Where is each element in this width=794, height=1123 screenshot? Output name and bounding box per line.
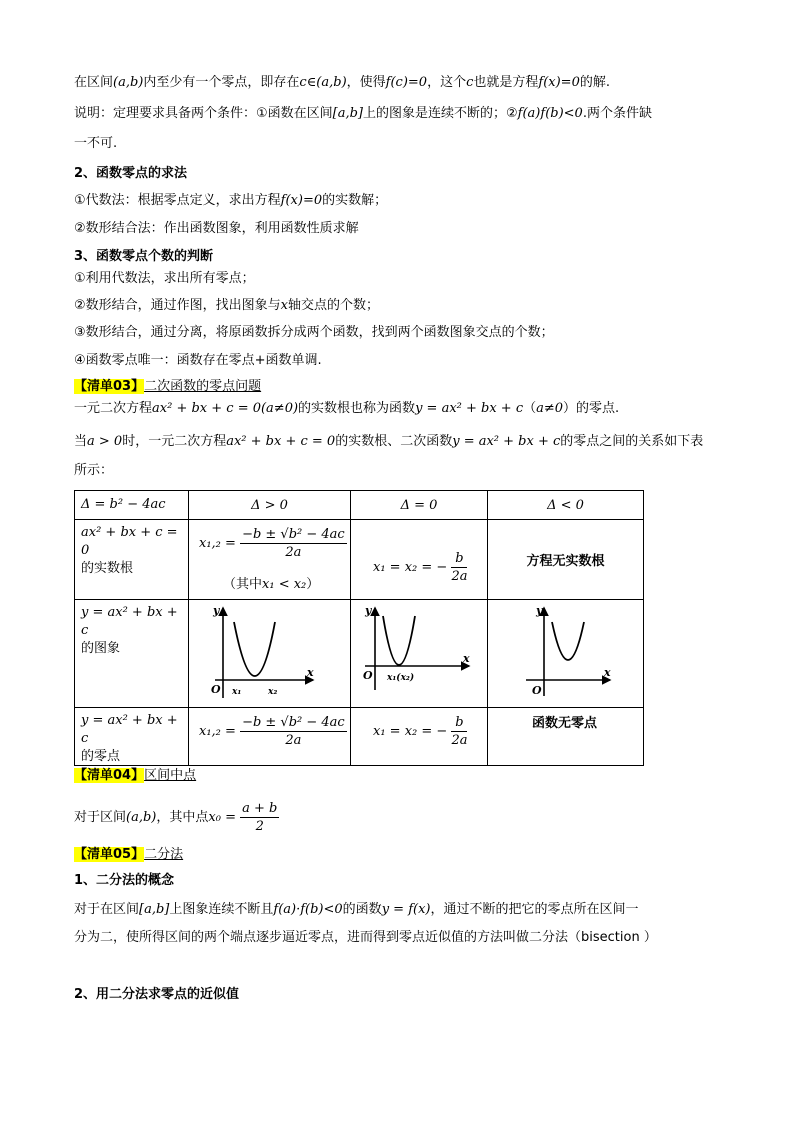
text: ②数形结合，通过作图，找出图象与 [74, 298, 281, 313]
math-quadratic-equation: ax² + bx + c = 0 [226, 434, 336, 449]
y-axis-label: y [536, 604, 543, 617]
text: 内至少有一个零点，即存在 [143, 75, 300, 90]
table-row-roots [75, 520, 644, 600]
text: 也就是方程 [473, 75, 539, 90]
math-x12: x₁,₂ = [199, 724, 236, 739]
quadratic-relation-line [74, 432, 703, 452]
fraction-denominator: 2a [285, 733, 302, 748]
math-closed-interval: [a,b] [332, 106, 364, 121]
method-algebra-line [74, 191, 387, 211]
cell-zeros-two [189, 708, 351, 766]
midpoint-line [74, 800, 279, 835]
text: （其中 [223, 577, 263, 592]
x-axis-label: x [307, 666, 314, 679]
math-fraction [240, 714, 347, 749]
theorem-note-line [74, 104, 652, 124]
fraction-numerator: −b ± √b² − 4ac [242, 527, 345, 542]
math-delta-zero: Δ = 0 [400, 497, 438, 513]
list-title: 二分法 [144, 847, 184, 862]
table-row-zeros [75, 708, 644, 766]
math-delta-positive: Δ > 0 [251, 497, 288, 513]
math-function: y = ax² + bx + c [81, 713, 178, 746]
cell-roots-double [351, 520, 488, 600]
count-item-4: ④函数零点唯一：函数存在零点+函数单调. [74, 353, 322, 368]
math-c-in-interval: c∈(a,b) [299, 75, 347, 90]
theorem-conclusion-line [74, 73, 610, 93]
quadratic-relation-table [74, 490, 644, 766]
header-delta-positive [189, 491, 351, 520]
text: .两个条件缺 [582, 106, 652, 121]
row-label-roots [75, 520, 189, 600]
text: 上的图象是连续不断的；② [363, 106, 518, 121]
fraction-denominator: 2a [285, 545, 302, 560]
cell-graph-no-root [488, 600, 644, 708]
bisection-def-line [74, 900, 639, 920]
cell-zeros-double [351, 708, 488, 766]
header-delta-zero [351, 491, 488, 520]
header-delta-negative [488, 491, 644, 520]
section-heading-zero-count: 3、函数零点个数的判断 [74, 249, 214, 264]
text: 在区间 [74, 75, 114, 90]
count-item-3: ③数形结合，通过分离，将原函数拆分成两个函数，找到两个函数图象交点的个数； [74, 325, 554, 340]
fraction-numerator: b [451, 550, 467, 568]
text: 对于区间 [74, 810, 127, 825]
text: （ [523, 401, 537, 416]
list-tag: 【清单03】 [74, 379, 145, 394]
text: 时，一元二次方程 [122, 434, 227, 449]
section-heading-bisection-concept: 1、二分法的概念 [74, 873, 175, 888]
text: ）的零点. [563, 401, 620, 416]
row-label-zeros [75, 708, 189, 766]
cell-roots-none [488, 520, 644, 600]
math-function: y = ax² + bx + c [81, 605, 178, 638]
math-closed-interval: [a,b] [139, 902, 170, 917]
section-heading-zero-methods: 2、函数零点的求法 [74, 166, 188, 181]
text: ，使得 [346, 75, 386, 90]
quadratic-def-line [74, 399, 619, 419]
math-x12: x₁,₂ = [199, 536, 236, 551]
x1-x2-label: x₁(x₂) [387, 673, 415, 683]
math-x1-lt-x2: x₁ < x₂ [262, 577, 307, 592]
table-header-row [75, 491, 644, 520]
table-intro: 所示： [74, 463, 114, 478]
fraction-numerator: −b ± √b² − 4ac [242, 715, 345, 730]
parabola-no-root-graph [488, 600, 642, 706]
text: 的实数根、二次函数 [335, 434, 453, 449]
text: 的实数解； [322, 193, 388, 208]
cell-roots-two [189, 520, 351, 600]
header-discriminant [75, 491, 189, 520]
math-function: y = f(x) [381, 902, 431, 917]
no-real-roots-text: 方程无实数根 [526, 554, 605, 569]
cell-graph-double-root [351, 600, 488, 708]
row-label [81, 712, 188, 766]
y-axis-label: y [365, 604, 372, 617]
x-axis-label: x [604, 666, 611, 679]
row-label-graph [75, 600, 189, 708]
fraction-numerator: b [451, 714, 467, 732]
math-discriminant: Δ = b² − 4ac [81, 497, 166, 512]
math-fraction [451, 714, 467, 749]
math-a-nonzero: a≠0 [536, 401, 564, 416]
math-interval: (a,b) [113, 75, 144, 90]
cell-graph-two-roots [189, 600, 351, 708]
text: 说明：定理要求具备两个条件：①函数在区间 [74, 106, 333, 121]
row-label [81, 524, 188, 578]
math-x0: x₀ = [208, 810, 236, 825]
double-zero-formula [373, 714, 467, 749]
math-fx-zero: f(x)=0 [280, 193, 323, 208]
count-item-2 [74, 296, 379, 316]
math-c: c [466, 75, 474, 90]
fraction-denominator: 2a [451, 733, 468, 748]
text: 的零点 [81, 749, 121, 764]
math-product-condition: f(a)f(b)<0 [517, 106, 583, 121]
text: ） [306, 577, 320, 592]
math-product-condition: f(a)·f(b)<0 [273, 902, 343, 917]
math-fx-zero: f(x)=0 [538, 75, 580, 90]
math-interval: (a,b) [126, 810, 157, 825]
root-formula [199, 526, 347, 561]
text: ，其中点 [156, 810, 209, 825]
list-04-heading [74, 766, 196, 786]
row-label [81, 604, 188, 658]
text: 轴交点的个数； [288, 298, 380, 313]
math-a-positive: a > 0 [87, 434, 123, 449]
math-quadratic-function: y = ax² + bx + c [452, 434, 561, 449]
origin-label: O [363, 669, 373, 682]
text: ①代数法：根据零点定义，求出方程 [74, 193, 281, 208]
math-quadratic-function: y = ax² + bx + c [415, 401, 524, 416]
math-fraction [240, 526, 347, 561]
root-order-note [223, 576, 319, 594]
count-item-1: ①利用代数法，求出所有零点； [74, 271, 255, 286]
text: ，通过不断的把它的零点所在区间一 [430, 902, 639, 917]
text: 的实数根 [81, 561, 134, 576]
math-equation: ax² + bx + c = 0 [81, 525, 178, 558]
math-fraction [451, 550, 467, 585]
x1-label: x₁ [232, 687, 242, 697]
double-root-formula [373, 550, 467, 585]
text: 的图象 [81, 641, 121, 656]
parabola-two-roots-graph [189, 600, 349, 706]
text: 的实数根也称为函数 [298, 401, 416, 416]
no-zeros-text: 函数无零点 [532, 716, 598, 731]
list-05-heading [74, 845, 183, 865]
math-fraction [240, 800, 279, 835]
math-x1-eq-x2: x₁ = x₂ = − [373, 560, 448, 575]
fraction-numerator: a + b [242, 801, 278, 816]
math-delta-negative: Δ < 0 [547, 497, 584, 513]
theorem-note-line-2: 一不可. [74, 136, 118, 151]
math-quadratic-equation: ax² + bx + c = 0(a≠0) [152, 401, 299, 416]
origin-label: O [211, 683, 221, 696]
x2-label: x₂ [268, 687, 278, 697]
math-x: x [280, 298, 288, 313]
parabola-double-root-graph [351, 600, 486, 706]
text: 上图象连续不断且 [169, 902, 274, 917]
text: 对于在区间 [74, 902, 140, 917]
zero-formula [199, 714, 347, 749]
text: 一元二次方程 [74, 401, 153, 416]
list-03-heading [74, 377, 261, 397]
text: 当 [74, 434, 88, 449]
text: ，这个 [427, 75, 467, 90]
text: 的函数 [342, 902, 382, 917]
list-title: 区间中点 [144, 768, 197, 783]
list-tag: 【清单05】 [74, 847, 145, 862]
bisection-def-line-2: 分为二，使所得区间的两个端点逐步逼近零点，进而得到零点近似值的方法叫做二分法（bisection ） [74, 930, 657, 945]
text: 的零点之间的关系如下表 [560, 434, 704, 449]
list-tag: 【清单04】 [74, 768, 145, 783]
text: 的解. [579, 75, 610, 90]
origin-label: O [532, 684, 542, 697]
table-row-graphs [75, 600, 644, 708]
section-heading-bisection-approx: 2、用二分法求零点的近似值 [74, 987, 240, 1002]
fraction-denominator: 2 [255, 819, 264, 834]
math-x1-eq-x2: x₁ = x₂ = − [373, 724, 448, 739]
fraction-denominator: 2a [451, 569, 468, 584]
method-graph-line: ②数形结合法：作出函数图象，利用函数性质求解 [74, 221, 359, 236]
y-axis-label: y [213, 604, 220, 617]
math-fc-zero: f(c)=0 [385, 75, 428, 90]
x-axis-label: x [463, 652, 470, 665]
cell-zeros-none [488, 708, 644, 766]
list-title: 二次函数的零点问题 [144, 379, 262, 394]
